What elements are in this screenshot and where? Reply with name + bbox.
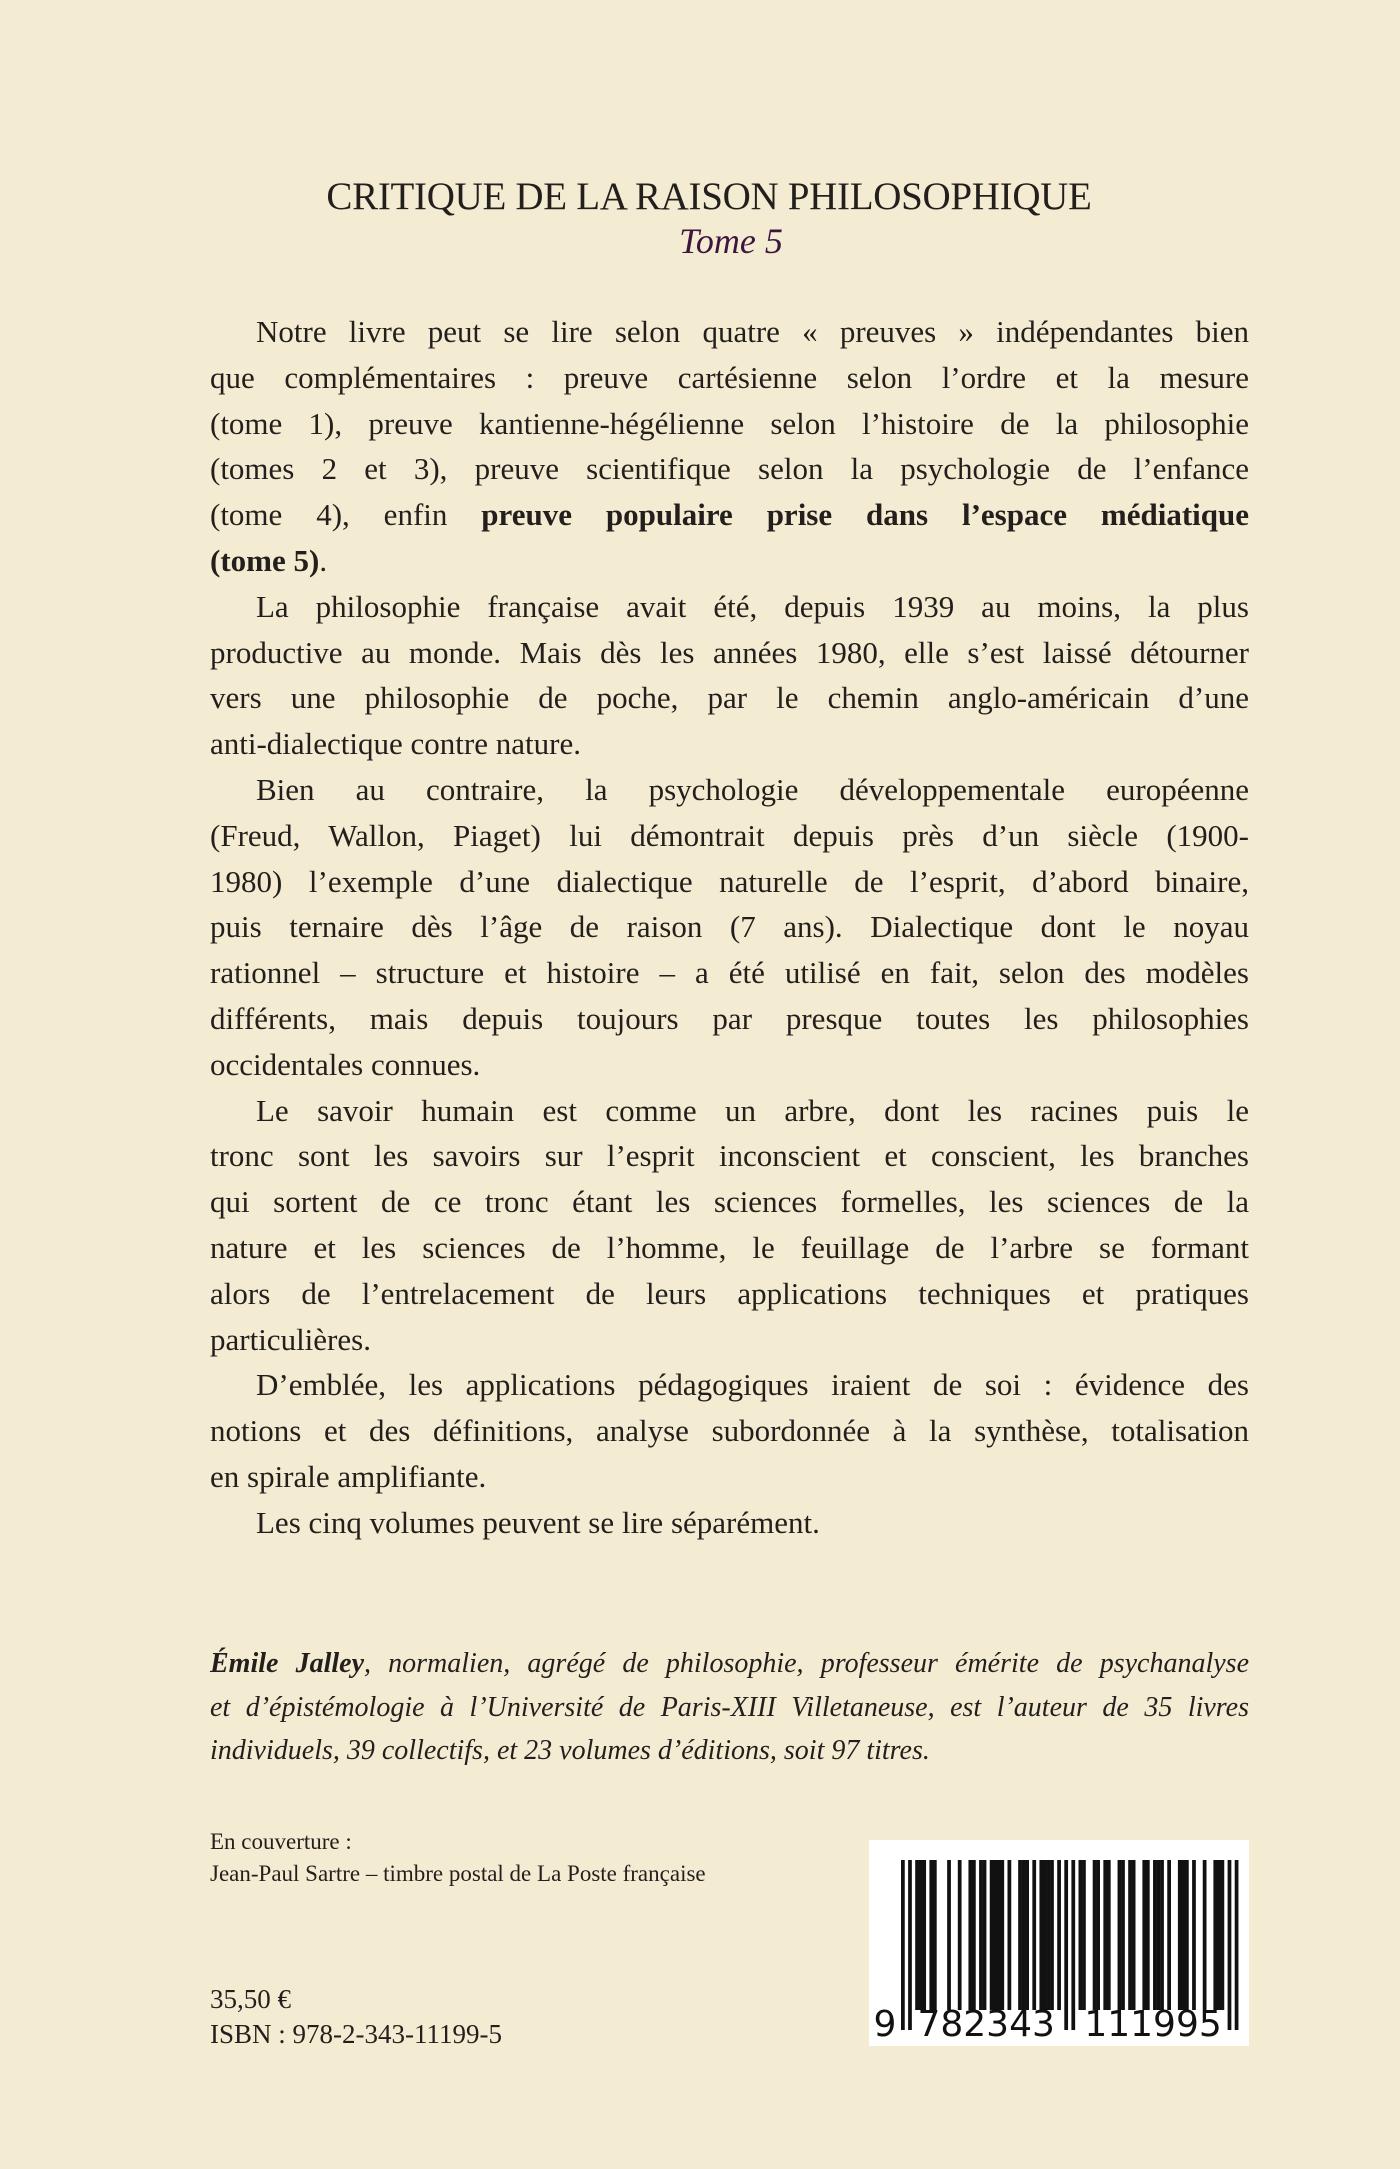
text-line: [210, 996, 1249, 1042]
text-segment: (tomes 2 et 3), preuve scientifique selon la psychologie de l’enfance: [210, 451, 1249, 487]
text-segment: vers une philosophie de poche, par le chemin anglo-américain d’une: [210, 680, 1249, 716]
text-line: [210, 1500, 1249, 1546]
text-line: [210, 1454, 1249, 1500]
text-line: [210, 904, 1249, 950]
text-segment: Les cinq volumes peuvent se lire séparément.: [256, 1504, 820, 1540]
isbn: ISBN : 978-2-343-11199-5: [210, 2019, 502, 2049]
barcode-bar: [1228, 1860, 1232, 2030]
barcode-bar: [1153, 1860, 1157, 2010]
text-segment: nature et les sciences de l’homme, le feuillage de l’arbre se formant: [210, 1229, 1249, 1265]
barcode-bar: [1025, 1860, 1029, 2010]
paragraph: [210, 1088, 1249, 1363]
bold-text: preuve populaire prise dans l’espace médiatique: [481, 497, 1250, 533]
text-line: [210, 401, 1249, 447]
text-segment: puis ternaire dès l’âge de raison (7 ans). Dialectique dont le noyau: [210, 909, 1249, 945]
text-segment: .: [319, 542, 328, 578]
text-segment: en spirale amplifiante.: [210, 1458, 487, 1494]
blurb-text: [210, 309, 1249, 1546]
barcode-bar: [1064, 1860, 1068, 2030]
text-segment: Notre livre peut se lire selon quatre « preuves » indépendantes bien: [256, 314, 1249, 349]
barcode-bar: [1121, 1860, 1125, 2010]
barcode-bar: [1047, 1860, 1051, 2010]
text-line: [210, 813, 1249, 859]
text-segment: La philosophie française avait été, depuis 1939 au moins, la plus: [256, 588, 1249, 624]
book-title: CRITIQUE DE LA RAISON PHILOSOPHIQUE: [326, 175, 1092, 218]
text-segment: et d’épistémologie à l’Université de Paris-XIII Villetaneuse, est l’auteur de 35 livres: [210, 1691, 1249, 1723]
text-line: [210, 1317, 1249, 1363]
text-segment: que complémentaires : preuve cartésienne selon l’ordre et la mesure: [210, 359, 1249, 395]
text-line: [210, 1042, 1249, 1088]
barcode-bar: [1178, 1860, 1182, 2010]
barcode-bar: [1018, 1860, 1022, 2010]
barcode-bar: [1118, 1860, 1122, 2010]
barcode-bar: [1181, 1860, 1185, 2010]
bold-text: (tome 5): [210, 542, 320, 578]
text-line: [210, 675, 1249, 721]
barcode-digits: 782343: [917, 2004, 1055, 2045]
text-line: [210, 1362, 1249, 1408]
text-segment: tronc sont les savoirs sur l’esprit inconscient et conscient, les branches: [210, 1138, 1249, 1174]
barcode-bar: [919, 1860, 923, 2010]
barcode-bar: [968, 1860, 972, 2010]
cover-credit-label: En couverture :: [210, 1829, 352, 1854]
paragraph: [210, 584, 1249, 767]
text-line: [210, 1133, 1249, 1179]
text-line: [210, 630, 1249, 676]
barcode-bar: [1146, 1860, 1150, 2010]
text-line: [210, 584, 1249, 630]
price-block: [210, 1982, 502, 2052]
volume-subtitle: Tome 5: [679, 221, 783, 261]
text-line: [210, 492, 1249, 538]
barcode-bar: [1217, 1860, 1221, 2010]
barcode-bar: [1192, 1860, 1196, 2010]
text-line: [210, 950, 1249, 996]
text-segment: occidentales connues.: [210, 1046, 481, 1082]
barcode-bar: [958, 1860, 962, 2010]
barcode-bar: [1082, 1860, 1086, 2010]
text-segment: Le savoir humain est comme un arbre, dont les racines puis le: [256, 1092, 1249, 1128]
text-segment: D’emblée, les applications pédagogiques iraient de soi : évidence des: [256, 1367, 1249, 1403]
barcode-bar: [1071, 1860, 1075, 2030]
text-segment: rationnel – structure et histoire – a été utilisé en fait, selon des modèles: [210, 955, 1249, 991]
barcode-bar: [1032, 1860, 1036, 2010]
barcode-bar: [1213, 1860, 1217, 2010]
barcode-bar: [1103, 1860, 1107, 2010]
text-segment: 1980) l’exemple d’une dialectique naturelle de l’esprit, d’abord binaire,: [210, 863, 1249, 899]
barcode-bar: [1142, 1860, 1146, 2010]
barcode-bar: [997, 1860, 1001, 2010]
barcode-bar: [1039, 1860, 1043, 2010]
text-segment: notions et des définitions, analyse subordonnée à la synthèse, totalisation: [210, 1413, 1249, 1449]
isbn-barcode: [869, 1840, 1249, 2046]
barcode-bar: [1185, 1860, 1189, 2010]
text-line: [210, 767, 1249, 813]
barcode-bar: [1096, 1860, 1100, 2010]
text-segment: (tome 1), preuve kantienne-hégélienne selon l’histoire de la philosophie: [210, 405, 1249, 441]
text-line: [210, 355, 1249, 401]
barcode-bar: [983, 1860, 987, 2010]
paragraph: [210, 309, 1249, 584]
cover-credit: [210, 1826, 706, 1890]
text-segment: différents, mais depuis toujours par presque toutes les philosophies: [210, 1000, 1249, 1036]
text-segment: productive au monde. Mais dès les années 1980, elle s’est laissé détourner: [210, 634, 1249, 670]
text-segment: (Freud, Wallon, Piaget) lui démontrait depuis près d’un siècle (1900-: [210, 817, 1249, 853]
text-line: [210, 1642, 1249, 1686]
barcode-bar: [972, 1860, 976, 2010]
barcode-bar: [1000, 1860, 1004, 2010]
text-segment: particulières.: [210, 1321, 371, 1357]
barcode-bar: [947, 1860, 951, 2010]
text-line: [210, 309, 1249, 355]
barcode-bar: [1022, 1860, 1026, 2010]
barcode-bar: [993, 1860, 997, 2010]
paragraph: [210, 767, 1249, 1088]
text-segment: (tome 4), enfin: [210, 497, 482, 533]
barcode-bar: [1132, 1860, 1136, 2010]
text-line: [210, 1179, 1249, 1225]
text-line: [210, 1088, 1249, 1134]
paragraph: [210, 1362, 1249, 1499]
text-segment: , normalien, agrégé de philosophie, professeur émérite de psychanalyse: [364, 1648, 1250, 1679]
barcode-bar: [933, 1860, 937, 2010]
barcode-bar: [901, 1860, 905, 2030]
barcode-graphic: [869, 1840, 1249, 2046]
barcode-bar: [1008, 1860, 1012, 2010]
barcode-bar: [1057, 1860, 1061, 2010]
barcode-bar: [1221, 1860, 1225, 2010]
barcode-bar: [1093, 1860, 1097, 2010]
text-line: [210, 1271, 1249, 1317]
barcode-digits: 9: [873, 2004, 897, 2045]
paragraph: [210, 1500, 1249, 1546]
text-line: [210, 538, 1249, 584]
barcode-bar: [1235, 1860, 1239, 2030]
barcode-bar: [1157, 1860, 1161, 2010]
text-segment: qui sortent de ce tronc étant les sciences formelles, les sciences de la: [210, 1184, 1249, 1220]
text-line: [210, 859, 1249, 905]
text-line: [210, 446, 1249, 492]
barcode-bar: [1160, 1860, 1164, 2010]
text-segment: individuels, 39 collectifs, et 23 volumes d’éditions, soit 97 titres.: [210, 1735, 930, 1767]
author-bio: [210, 1642, 1249, 1773]
text-segment: Bien au contraire, la psychologie développementale européenne: [256, 771, 1249, 807]
bold-text: Émile Jalley: [210, 1648, 365, 1679]
barcode-bar: [929, 1860, 933, 2010]
barcode-bar: [1043, 1860, 1047, 2010]
text-segment: alors de l’entrelacement de leurs applications techniques et pratiques: [210, 1275, 1249, 1311]
price: 35,50 €: [210, 1984, 291, 2014]
barcode-bar: [922, 1860, 926, 2010]
barcode-bar: [1167, 1860, 1171, 2010]
cover-credit-text: Jean-Paul Sartre – timbre postal de La Poste française: [210, 1861, 706, 1886]
barcode-bar: [1128, 1860, 1132, 2010]
barcode-bar: [1050, 1860, 1054, 2010]
text-line: [210, 721, 1249, 767]
barcode-bar: [990, 1860, 994, 2010]
text-line: [210, 1225, 1249, 1271]
text-line: [210, 1729, 1249, 1773]
barcode-bar: [979, 1860, 983, 2010]
barcode-bar: [915, 1860, 919, 2010]
barcode-bar: [1079, 1860, 1083, 2010]
barcode-digits: 111995: [1084, 2004, 1222, 2045]
barcode-bar: [1107, 1860, 1111, 2010]
text-segment: anti-dialectique contre nature.: [210, 726, 581, 762]
text-line: [210, 1408, 1249, 1454]
barcode-bar: [1203, 1860, 1207, 2010]
text-line: [210, 1686, 1249, 1730]
barcode-bar: [908, 1860, 912, 2030]
